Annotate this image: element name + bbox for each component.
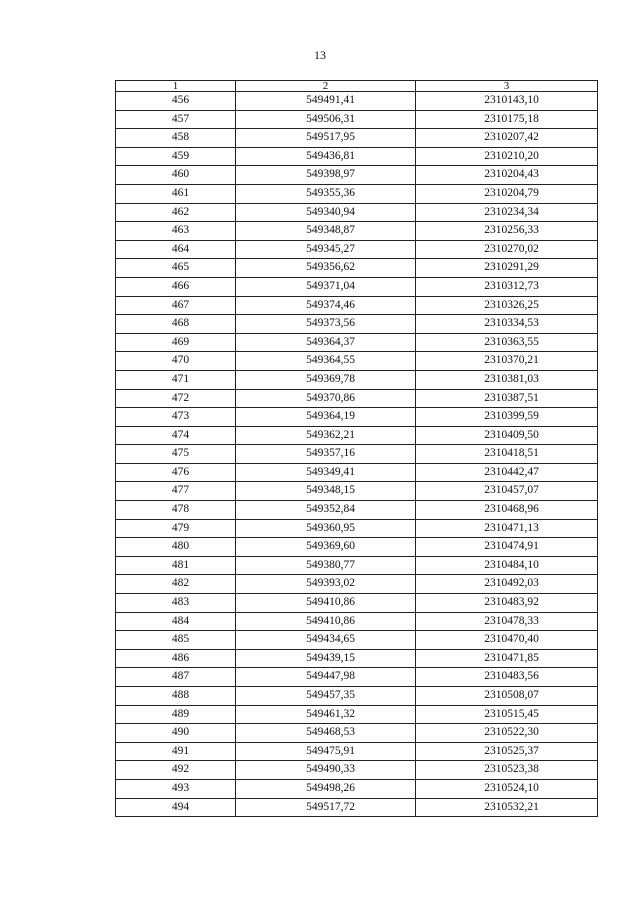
table-row bbox=[116, 370, 598, 389]
table-row bbox=[116, 668, 598, 687]
table-row bbox=[116, 222, 598, 241]
table-body bbox=[116, 92, 598, 817]
point-number-cell: 481 bbox=[116, 556, 236, 575]
table-row bbox=[116, 240, 598, 259]
point-number-cell: 474 bbox=[116, 426, 236, 445]
x-coordinate-cell: 549374,46 bbox=[236, 296, 416, 315]
y-coordinate-cell: 2310474,91 bbox=[416, 538, 598, 557]
y-coordinate-cell: 2310210,20 bbox=[416, 147, 598, 166]
point-number-cell: 477 bbox=[116, 482, 236, 501]
x-coordinate-cell: 549348,15 bbox=[236, 482, 416, 501]
table-row bbox=[116, 724, 598, 743]
y-coordinate-cell: 2310256,33 bbox=[416, 222, 598, 241]
x-coordinate-cell: 549410,86 bbox=[236, 612, 416, 631]
y-coordinate-cell: 2310270,02 bbox=[416, 240, 598, 259]
x-coordinate-cell: 549364,55 bbox=[236, 352, 416, 371]
point-number-cell: 459 bbox=[116, 147, 236, 166]
x-coordinate-cell: 549380,77 bbox=[236, 556, 416, 575]
point-number-cell: 465 bbox=[116, 259, 236, 278]
y-coordinate-cell: 2310326,25 bbox=[416, 296, 598, 315]
column-header-1: 1 bbox=[116, 81, 236, 92]
point-number-cell: 483 bbox=[116, 594, 236, 613]
y-coordinate-cell: 2310525,37 bbox=[416, 742, 598, 761]
y-coordinate-cell: 2310387,51 bbox=[416, 389, 598, 408]
table-row bbox=[116, 463, 598, 482]
y-coordinate-cell: 2310457,07 bbox=[416, 482, 598, 501]
x-coordinate-cell: 549369,78 bbox=[236, 370, 416, 389]
y-coordinate-cell: 2310483,56 bbox=[416, 668, 598, 687]
column-header-3: 3 bbox=[416, 81, 598, 92]
x-coordinate-cell: 549340,94 bbox=[236, 203, 416, 222]
table-row bbox=[116, 184, 598, 203]
x-coordinate-cell: 549371,04 bbox=[236, 277, 416, 296]
table-row bbox=[116, 389, 598, 408]
x-coordinate-cell: 549398,97 bbox=[236, 166, 416, 185]
x-coordinate-cell: 549364,37 bbox=[236, 333, 416, 352]
table-header bbox=[116, 81, 598, 92]
table-row bbox=[116, 110, 598, 129]
x-coordinate-cell: 549461,32 bbox=[236, 705, 416, 724]
point-number-cell: 488 bbox=[116, 687, 236, 706]
point-number-cell: 490 bbox=[116, 724, 236, 743]
x-coordinate-cell: 549491,41 bbox=[236, 92, 416, 111]
table-row bbox=[116, 594, 598, 613]
x-coordinate-cell: 549498,26 bbox=[236, 779, 416, 798]
point-number-cell: 458 bbox=[116, 129, 236, 148]
point-number-cell: 485 bbox=[116, 631, 236, 650]
column-header-2: 2 bbox=[236, 81, 416, 92]
point-number-cell: 462 bbox=[116, 203, 236, 222]
x-coordinate-cell: 549348,87 bbox=[236, 222, 416, 241]
point-number-cell: 471 bbox=[116, 370, 236, 389]
y-coordinate-cell: 2310175,18 bbox=[416, 110, 598, 129]
y-coordinate-cell: 2310418,51 bbox=[416, 445, 598, 464]
x-coordinate-cell: 549447,98 bbox=[236, 668, 416, 687]
x-coordinate-cell: 549345,27 bbox=[236, 240, 416, 259]
table-row bbox=[116, 203, 598, 222]
point-number-cell: 484 bbox=[116, 612, 236, 631]
y-coordinate-cell: 2310468,96 bbox=[416, 501, 598, 520]
point-number-cell: 469 bbox=[116, 333, 236, 352]
y-coordinate-cell: 2310207,42 bbox=[416, 129, 598, 148]
point-number-cell: 491 bbox=[116, 742, 236, 761]
x-coordinate-cell: 549410,86 bbox=[236, 594, 416, 613]
table-row bbox=[116, 482, 598, 501]
point-number-cell: 461 bbox=[116, 184, 236, 203]
x-coordinate-cell: 549517,95 bbox=[236, 129, 416, 148]
y-coordinate-cell: 2310399,59 bbox=[416, 408, 598, 427]
y-coordinate-cell: 2310478,33 bbox=[416, 612, 598, 631]
table-row bbox=[116, 519, 598, 538]
y-coordinate-cell: 2310409,50 bbox=[416, 426, 598, 445]
x-coordinate-cell: 549475,91 bbox=[236, 742, 416, 761]
x-coordinate-cell: 549356,62 bbox=[236, 259, 416, 278]
table-row bbox=[116, 166, 598, 185]
table-row bbox=[116, 538, 598, 557]
table-row bbox=[116, 649, 598, 668]
table-row bbox=[116, 296, 598, 315]
point-number-cell: 470 bbox=[116, 352, 236, 371]
table-row bbox=[116, 556, 598, 575]
point-number-cell: 489 bbox=[116, 705, 236, 724]
y-coordinate-cell: 2310204,43 bbox=[416, 166, 598, 185]
table-row bbox=[116, 445, 598, 464]
x-coordinate-cell: 549349,41 bbox=[236, 463, 416, 482]
table-row bbox=[116, 631, 598, 650]
y-coordinate-cell: 2310471,13 bbox=[416, 519, 598, 538]
point-number-cell: 460 bbox=[116, 166, 236, 185]
point-number-cell: 473 bbox=[116, 408, 236, 427]
x-coordinate-cell: 549393,02 bbox=[236, 575, 416, 594]
table-row bbox=[116, 779, 598, 798]
point-number-cell: 466 bbox=[116, 277, 236, 296]
y-coordinate-cell: 2310524,10 bbox=[416, 779, 598, 798]
y-coordinate-cell: 2310363,55 bbox=[416, 333, 598, 352]
table-row bbox=[116, 501, 598, 520]
x-coordinate-cell: 549517,72 bbox=[236, 798, 416, 817]
x-coordinate-cell: 549355,36 bbox=[236, 184, 416, 203]
y-coordinate-cell: 2310381,03 bbox=[416, 370, 598, 389]
point-number-cell: 478 bbox=[116, 501, 236, 520]
x-coordinate-cell: 549434,65 bbox=[236, 631, 416, 650]
table-row bbox=[116, 92, 598, 111]
y-coordinate-cell: 2310291,29 bbox=[416, 259, 598, 278]
point-number-cell: 492 bbox=[116, 761, 236, 780]
y-coordinate-cell: 2310204,79 bbox=[416, 184, 598, 203]
y-coordinate-cell: 2310143,10 bbox=[416, 92, 598, 111]
y-coordinate-cell: 2310442,47 bbox=[416, 463, 598, 482]
x-coordinate-cell: 549373,56 bbox=[236, 315, 416, 334]
point-number-cell: 467 bbox=[116, 296, 236, 315]
x-coordinate-cell: 549490,33 bbox=[236, 761, 416, 780]
x-coordinate-cell: 549468,53 bbox=[236, 724, 416, 743]
y-coordinate-cell: 2310483,92 bbox=[416, 594, 598, 613]
y-coordinate-cell: 2310312,73 bbox=[416, 277, 598, 296]
table-row bbox=[116, 705, 598, 724]
header-row bbox=[116, 81, 598, 92]
x-coordinate-cell: 549369,60 bbox=[236, 538, 416, 557]
point-number-cell: 468 bbox=[116, 315, 236, 334]
y-coordinate-cell: 2310515,45 bbox=[416, 705, 598, 724]
table-row bbox=[116, 687, 598, 706]
x-coordinate-cell: 549457,35 bbox=[236, 687, 416, 706]
point-number-cell: 480 bbox=[116, 538, 236, 557]
table-row bbox=[116, 277, 598, 296]
x-coordinate-cell: 549439,15 bbox=[236, 649, 416, 668]
point-number-cell: 476 bbox=[116, 463, 236, 482]
point-number-cell: 475 bbox=[116, 445, 236, 464]
x-coordinate-cell: 549352,84 bbox=[236, 501, 416, 520]
y-coordinate-cell: 2310522,30 bbox=[416, 724, 598, 743]
table-row bbox=[116, 147, 598, 166]
y-coordinate-cell: 2310523,38 bbox=[416, 761, 598, 780]
y-coordinate-cell: 2310492,03 bbox=[416, 575, 598, 594]
table-row bbox=[116, 408, 598, 427]
y-coordinate-cell: 2310234,34 bbox=[416, 203, 598, 222]
y-coordinate-cell: 2310370,21 bbox=[416, 352, 598, 371]
point-number-cell: 493 bbox=[116, 779, 236, 798]
x-coordinate-cell: 549357,16 bbox=[236, 445, 416, 464]
y-coordinate-cell: 2310532,21 bbox=[416, 798, 598, 817]
table-row bbox=[116, 352, 598, 371]
x-coordinate-cell: 549370,86 bbox=[236, 389, 416, 408]
page-number: 13 bbox=[314, 48, 326, 62]
y-coordinate-cell: 2310471,85 bbox=[416, 649, 598, 668]
table-row bbox=[116, 333, 598, 352]
x-coordinate-cell: 549436,81 bbox=[236, 147, 416, 166]
point-number-cell: 494 bbox=[116, 798, 236, 817]
table-row bbox=[116, 426, 598, 445]
point-number-cell: 486 bbox=[116, 649, 236, 668]
table-row bbox=[116, 259, 598, 278]
point-number-cell: 487 bbox=[116, 668, 236, 687]
x-coordinate-cell: 549362,21 bbox=[236, 426, 416, 445]
table-row bbox=[116, 798, 598, 817]
point-number-cell: 472 bbox=[116, 389, 236, 408]
y-coordinate-cell: 2310508,07 bbox=[416, 687, 598, 706]
table-row bbox=[116, 761, 598, 780]
table-row bbox=[116, 612, 598, 631]
point-number-cell: 479 bbox=[116, 519, 236, 538]
x-coordinate-cell: 549360,95 bbox=[236, 519, 416, 538]
point-number-cell: 456 bbox=[116, 92, 236, 111]
point-number-cell: 457 bbox=[116, 110, 236, 129]
y-coordinate-cell: 2310470,40 bbox=[416, 631, 598, 650]
table-row bbox=[116, 315, 598, 334]
coordinates-table bbox=[115, 80, 598, 817]
x-coordinate-cell: 549364,19 bbox=[236, 408, 416, 427]
point-number-cell: 463 bbox=[116, 222, 236, 241]
x-coordinate-cell: 549506,31 bbox=[236, 110, 416, 129]
point-number-cell: 464 bbox=[116, 240, 236, 259]
table-row bbox=[116, 742, 598, 761]
point-number-cell: 482 bbox=[116, 575, 236, 594]
table-row bbox=[116, 129, 598, 148]
table-row bbox=[116, 575, 598, 594]
y-coordinate-cell: 2310334,53 bbox=[416, 315, 598, 334]
y-coordinate-cell: 2310484,10 bbox=[416, 556, 598, 575]
